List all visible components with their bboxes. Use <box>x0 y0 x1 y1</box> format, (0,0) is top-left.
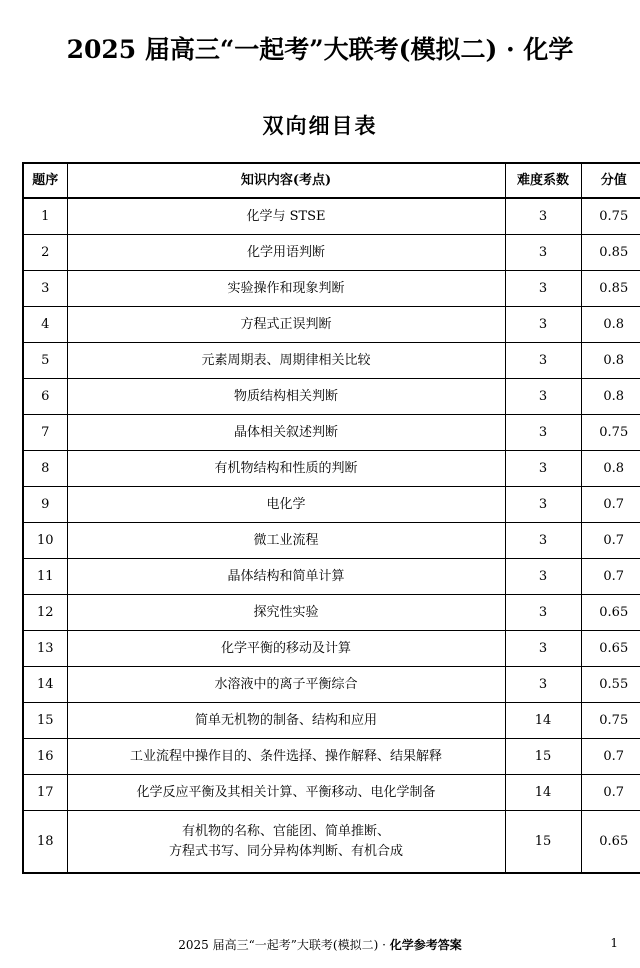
column-header-number: 题序 <box>23 163 67 198</box>
cell-score: 0.65 <box>581 631 640 667</box>
table-row <box>23 667 640 703</box>
table-row <box>23 775 640 811</box>
page-number: 1 <box>610 936 618 950</box>
cell-difficulty: 3 <box>505 343 581 379</box>
cell-score: 0.7 <box>581 487 640 523</box>
cell-topic: 工业流程中操作目的、条件选择、操作解释、结果解释 <box>67 739 505 775</box>
cell-difficulty: 3 <box>505 595 581 631</box>
table-row <box>23 415 640 451</box>
cell-score: 0.75 <box>581 198 640 235</box>
table-row <box>23 559 640 595</box>
table-row <box>23 595 640 631</box>
cell-number: 1 <box>23 198 67 235</box>
cell-score: 0.75 <box>581 415 640 451</box>
cell-topic: 方程式正误判断 <box>67 307 505 343</box>
cell-number: 2 <box>23 235 67 271</box>
table-row <box>23 198 640 235</box>
cell-score: 0.7 <box>581 559 640 595</box>
cell-topic: 化学反应平衡及其相关计算、平衡移动、电化学制备 <box>67 775 505 811</box>
cell-number: 13 <box>23 631 67 667</box>
cell-difficulty: 3 <box>505 415 581 451</box>
cell-difficulty: 3 <box>505 631 581 667</box>
cell-score: 0.55 <box>581 667 640 703</box>
cell-number: 3 <box>23 271 67 307</box>
cell-number: 15 <box>23 703 67 739</box>
cell-topic: 晶体结构和简单计算 <box>67 559 505 595</box>
cell-topic: 化学与 STSE <box>67 198 505 235</box>
cell-difficulty: 3 <box>505 307 581 343</box>
footer-bold-text: 化学参考答案 <box>389 938 462 952</box>
cell-difficulty: 3 <box>505 487 581 523</box>
cell-topic: 微工业流程 <box>67 523 505 559</box>
cell-number: 11 <box>23 559 67 595</box>
cell-score: 0.7 <box>581 775 640 811</box>
cell-number: 5 <box>23 343 67 379</box>
cell-number: 18 <box>23 811 67 874</box>
cell-score: 0.65 <box>581 811 640 874</box>
table-row <box>23 811 640 874</box>
cell-score: 0.85 <box>581 271 640 307</box>
cell-topic: 化学平衡的移动及计算 <box>67 631 505 667</box>
table-row <box>23 523 640 559</box>
cell-score: 0.7 <box>581 739 640 775</box>
cell-difficulty: 3 <box>505 523 581 559</box>
cell-topic-line: 方程式书写、同分异构体判断、有机合成 <box>168 843 403 859</box>
specification-table <box>22 162 640 874</box>
cell-number: 9 <box>23 487 67 523</box>
cell-number: 8 <box>23 451 67 487</box>
table-row <box>23 343 640 379</box>
table-row <box>23 379 640 415</box>
cell-topic: 有机物结构和性质的判断 <box>67 451 505 487</box>
cell-number: 17 <box>23 775 67 811</box>
cell-number: 10 <box>23 523 67 559</box>
cell-topic: 实验操作和现象判断 <box>67 271 505 307</box>
cell-number: 7 <box>23 415 67 451</box>
table-row <box>23 271 640 307</box>
footer-text: 2025 届高三“一起考”大联考(模拟二) · <box>178 938 390 952</box>
page-footer <box>0 936 640 953</box>
page-title: 2025 届高三“一起考”大联考(模拟二) · 化学 <box>66 35 574 64</box>
cell-difficulty: 3 <box>505 235 581 271</box>
cell-number: 4 <box>23 307 67 343</box>
cell-score: 0.8 <box>581 379 640 415</box>
cell-topic: 水溶液中的离子平衡综合 <box>67 667 505 703</box>
table-row <box>23 307 640 343</box>
cell-score: 0.85 <box>581 235 640 271</box>
cell-topic: 晶体相关叙述判断 <box>67 415 505 451</box>
table-row <box>23 487 640 523</box>
cell-topic: 简单无机物的制备、结构和应用 <box>67 703 505 739</box>
cell-topic <box>67 811 505 874</box>
cell-difficulty: 15 <box>505 811 581 874</box>
cell-topic: 电化学 <box>67 487 505 523</box>
cell-difficulty: 3 <box>505 559 581 595</box>
column-header-score: 分值 <box>581 163 640 198</box>
cell-score: 0.65 <box>581 595 640 631</box>
cell-number: 14 <box>23 667 67 703</box>
cell-number: 12 <box>23 595 67 631</box>
cell-difficulty: 14 <box>505 703 581 739</box>
table-header-row <box>23 163 640 198</box>
cell-topic: 元素周期表、周期律相关比较 <box>67 343 505 379</box>
cell-score: 0.8 <box>581 343 640 379</box>
cell-difficulty: 3 <box>505 667 581 703</box>
cell-difficulty: 3 <box>505 271 581 307</box>
cell-topic: 物质结构相关判断 <box>67 379 505 415</box>
table-body <box>23 198 640 873</box>
cell-difficulty: 3 <box>505 198 581 235</box>
cell-score: 0.75 <box>581 703 640 739</box>
cell-score: 0.8 <box>581 307 640 343</box>
table-row <box>23 703 640 739</box>
column-header-topic: 知识内容(考点) <box>67 163 505 198</box>
cell-difficulty: 14 <box>505 775 581 811</box>
table-row <box>23 451 640 487</box>
cell-topic: 探究性实验 <box>67 595 505 631</box>
table-row <box>23 739 640 775</box>
cell-topic-line: 有机物的名称、官能团、简单推断、 <box>181 823 390 839</box>
cell-difficulty: 3 <box>505 379 581 415</box>
cell-score: 0.8 <box>581 451 640 487</box>
column-header-difficulty: 难度系数 <box>505 163 581 198</box>
table-title: 双向细目表 <box>262 113 378 138</box>
table-row <box>23 235 640 271</box>
cell-topic: 化学用语判断 <box>67 235 505 271</box>
cell-score: 0.7 <box>581 523 640 559</box>
table-row <box>23 631 640 667</box>
cell-difficulty: 15 <box>505 739 581 775</box>
cell-number: 16 <box>23 739 67 775</box>
cell-difficulty: 3 <box>505 451 581 487</box>
cell-number: 6 <box>23 379 67 415</box>
